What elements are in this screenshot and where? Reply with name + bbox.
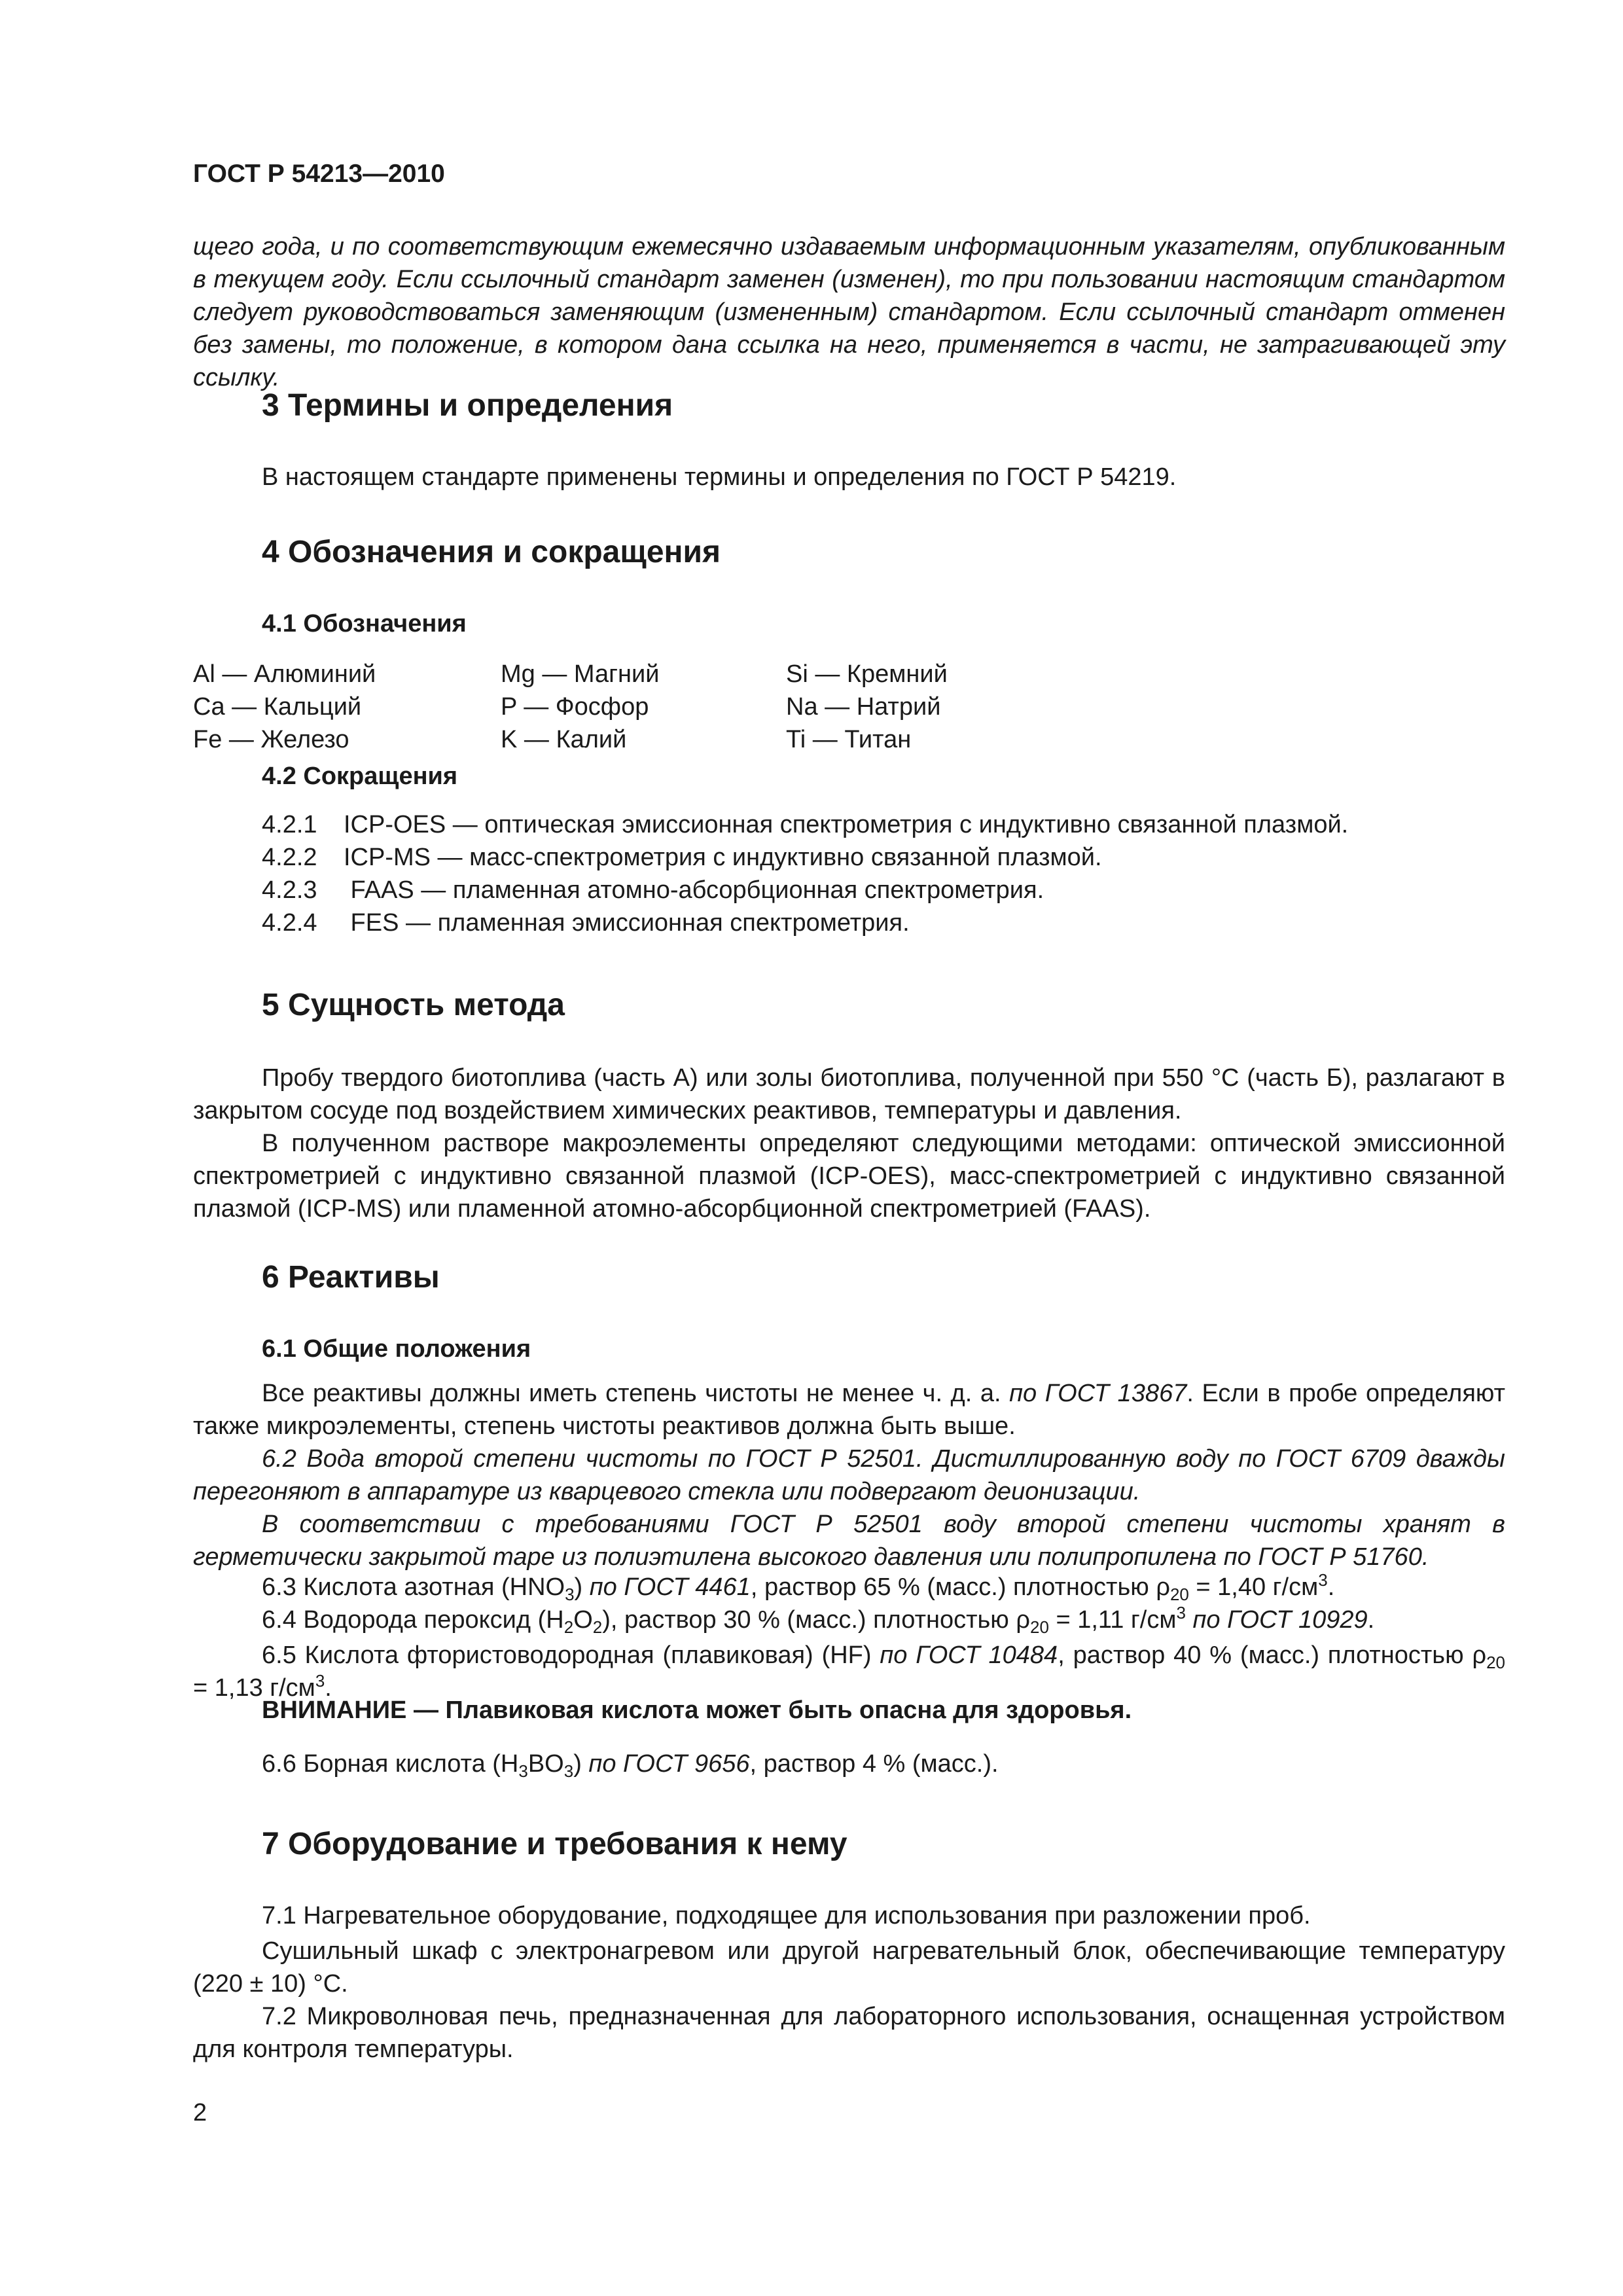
symbol-item: Mg — Магний: [501, 660, 660, 688]
subscript: 3: [563, 1761, 574, 1781]
paragraph-6-2-storage: В соответствии с требованиями ГОСТ Р 52501 воду второй степени чистоты хранят в герметически закрытой таре из полиэтилена высокого давления или полипропилена по ГОСТ Р 51760.: [193, 1511, 1505, 1571]
warning-note: ВНИМАНИЕ — Плавиковая кислота может быть опасна для здоровья.: [262, 1696, 1132, 1724]
abbreviations-list: [262, 808, 1348, 939]
text-run: 6.3 Кислота азотная (HNO: [262, 1573, 565, 1601]
subscript: 20: [1029, 1617, 1049, 1637]
text-run: 6.6 Борная кислота (H: [262, 1750, 519, 1778]
item-number: 4.2.2: [262, 844, 317, 871]
text-run: .: [1367, 1606, 1375, 1634]
text-run: , раствор 4 % (масс.).: [749, 1750, 999, 1778]
text-run: = 1,13 г/см: [193, 1674, 315, 1702]
item-number: 4.2.3: [262, 876, 317, 904]
text-run: = 1,40 г/см: [1188, 1573, 1319, 1601]
document-header: ГОСТ Р 54213—2010: [193, 160, 445, 188]
symbol-item: Na — Натрий: [786, 693, 941, 721]
gost-reference: по ГОСТ 13867: [1009, 1380, 1187, 1407]
item-number: 4.2.4: [262, 909, 317, 937]
subscript: 20: [1486, 1653, 1505, 1672]
superscript: 3: [1318, 1570, 1328, 1590]
gost-reference: по ГОСТ 4461: [589, 1573, 751, 1601]
text-run: 6.4 Водорода пероксид (H: [262, 1606, 564, 1634]
gost-reference: по ГОСТ 9656: [588, 1750, 750, 1778]
text-run: . Если в пробе определяют также микроэлементы, степень чистоты реактивов должна быть выше.: [193, 1380, 1505, 1440]
page-number: 2: [193, 2099, 207, 2126]
text-run: ), раствор 30 % (масс.) плотностью ρ: [602, 1606, 1030, 1634]
gost-reference: по ГОСТ 10484: [880, 1641, 1058, 1669]
paragraph-6-3: [262, 1570, 1335, 1604]
item-text: FES — пламенная эмиссионная спектрометрия.: [344, 909, 910, 937]
subscript: 20: [1169, 1585, 1189, 1604]
text-run: O: [573, 1606, 593, 1634]
text-run: BO: [527, 1750, 564, 1778]
list-item: [262, 874, 1348, 906]
text-run: , раствор 65 % (масс.) плотностью ρ: [750, 1573, 1170, 1601]
subscript: 3: [518, 1761, 528, 1781]
section-7-title: 7 Оборудование и требования к нему: [262, 1827, 847, 1861]
superscript: 3: [315, 1671, 325, 1691]
text-run: , раствор 40 % (масс.) плотностью ρ: [1058, 1641, 1487, 1669]
subscript: 2: [592, 1617, 603, 1637]
symbol-item: K — Калий: [501, 726, 627, 753]
text-run: ): [574, 1573, 590, 1601]
paragraph-7-2: 7.2 Микроволновая печь, предназначенная для лабораторного использования, оснащенная устройством для контроля температуры.: [193, 2003, 1505, 2063]
item-text: ICP-MS — масс-спектрометрия с индуктивно связанной плазмой.: [344, 844, 1102, 871]
subscript: 3: [565, 1585, 575, 1604]
item-text: FAAS — пламенная атомно-абсорбционная спектрометрия.: [344, 876, 1044, 904]
gost-reference: по ГОСТ 10929: [1185, 1606, 1368, 1634]
section-4-title: 4 Обозначения и сокращения: [262, 535, 721, 569]
paragraph-7-1-oven: Сушильный шкаф с электронагревом или другой нагревательный блок, обеспечивающие температуру (220 ± 10) °С.: [193, 1937, 1505, 1998]
subscript: 2: [563, 1617, 574, 1637]
paragraph-6-4: [262, 1603, 1375, 1637]
subsection-4-1-title: 4.1 Обозначения: [262, 610, 467, 637]
symbol-item: Al — Алюминий: [193, 660, 376, 688]
symbol-item: Ti — Титан: [786, 726, 912, 753]
paragraph-7-1: 7.1 Нагревательное оборудование, подходящее для использования при разложении проб.: [262, 1902, 1311, 1929]
subsection-4-2-title: 4.2 Сокращения: [262, 762, 458, 790]
section-3-text: В настоящем стандарте применены термины и определения по ГОСТ Р 54219.: [262, 463, 1177, 491]
list-item: [262, 841, 1348, 874]
text-run: = 1,11 г/см: [1048, 1606, 1177, 1634]
symbol-item: P — Фосфор: [501, 693, 649, 721]
symbol-item: Si — Кремний: [786, 660, 948, 688]
paragraph-6-2: 6.2 Вода второй степени чистоты по ГОСТ Р 52501. Дистиллированную воду по ГОСТ 6709 дважды перегоняют в аппаратуре из кварцевого стекла или подвергают деионизации.: [193, 1445, 1505, 1505]
section-5-paragraph-2: В полученном растворе макроэлементы определяют следующими методами: оптической эмиссионной спектрометрией с индуктивно связанной плазмой (ICP-OES), масс-спектрометрией с индуктивно связанной плазмой (ICP-MS) или пламенной атомно-абсорбционной спектрометрией (FAAS).: [193, 1130, 1505, 1223]
text-run: Все реактивы должны иметь степень чистоты не менее ч. д. а.: [262, 1380, 1010, 1407]
paragraph-6-5: [193, 1639, 1505, 1704]
item-text: ICP-OES — оптическая эмиссионная спектрометрия с индуктивно связанной плазмой.: [344, 811, 1349, 838]
section-6-title: 6 Реактивы: [262, 1260, 440, 1295]
list-item: [262, 808, 1348, 841]
section-3-title: 3 Термины и определения: [262, 388, 673, 423]
subsection-6-1-title: 6.1 Общие положения: [262, 1335, 531, 1363]
symbol-item: Fe — Железо: [193, 726, 349, 753]
item-number: 4.2.1: [262, 811, 317, 838]
intro-paragraph: щего года, и по соответствующим ежемесячно издаваемым информационным указателям, опубликованным в текущем году. Если ссылочный стандарт заменен (изменен), то при пользовании настоящим стандартом следует руководствоваться заменяющим (измененным) стандартом. Если ссылочный стандарт отменен без замены, то положение, в котором дана ссылка на него, применяется в части, не затрагивающей эту ссылку.: [193, 233, 1505, 391]
section-5-paragraph-1: Пробу твердого биотоплива (часть А) или золы биотоплива, полученной при 550 °С (часть Б), разлагают в закрытом сосуде под воздействием химических реактивов, температуры и давления.: [193, 1064, 1505, 1124]
paragraph-6-1: [193, 1377, 1505, 1443]
list-item: [262, 906, 1348, 939]
section-5-title: 5 Сущность метода: [262, 988, 565, 1022]
superscript: 3: [1176, 1603, 1186, 1623]
text-run: 6.5 Кислота фтористоводородная (плавиковая) (HF): [262, 1641, 880, 1669]
text-run: .: [1327, 1573, 1335, 1601]
text-run: ): [573, 1750, 589, 1778]
symbol-item: Ca — Кальций: [193, 693, 362, 721]
text-run: .: [325, 1674, 332, 1702]
paragraph-6-6: [262, 1750, 999, 1781]
